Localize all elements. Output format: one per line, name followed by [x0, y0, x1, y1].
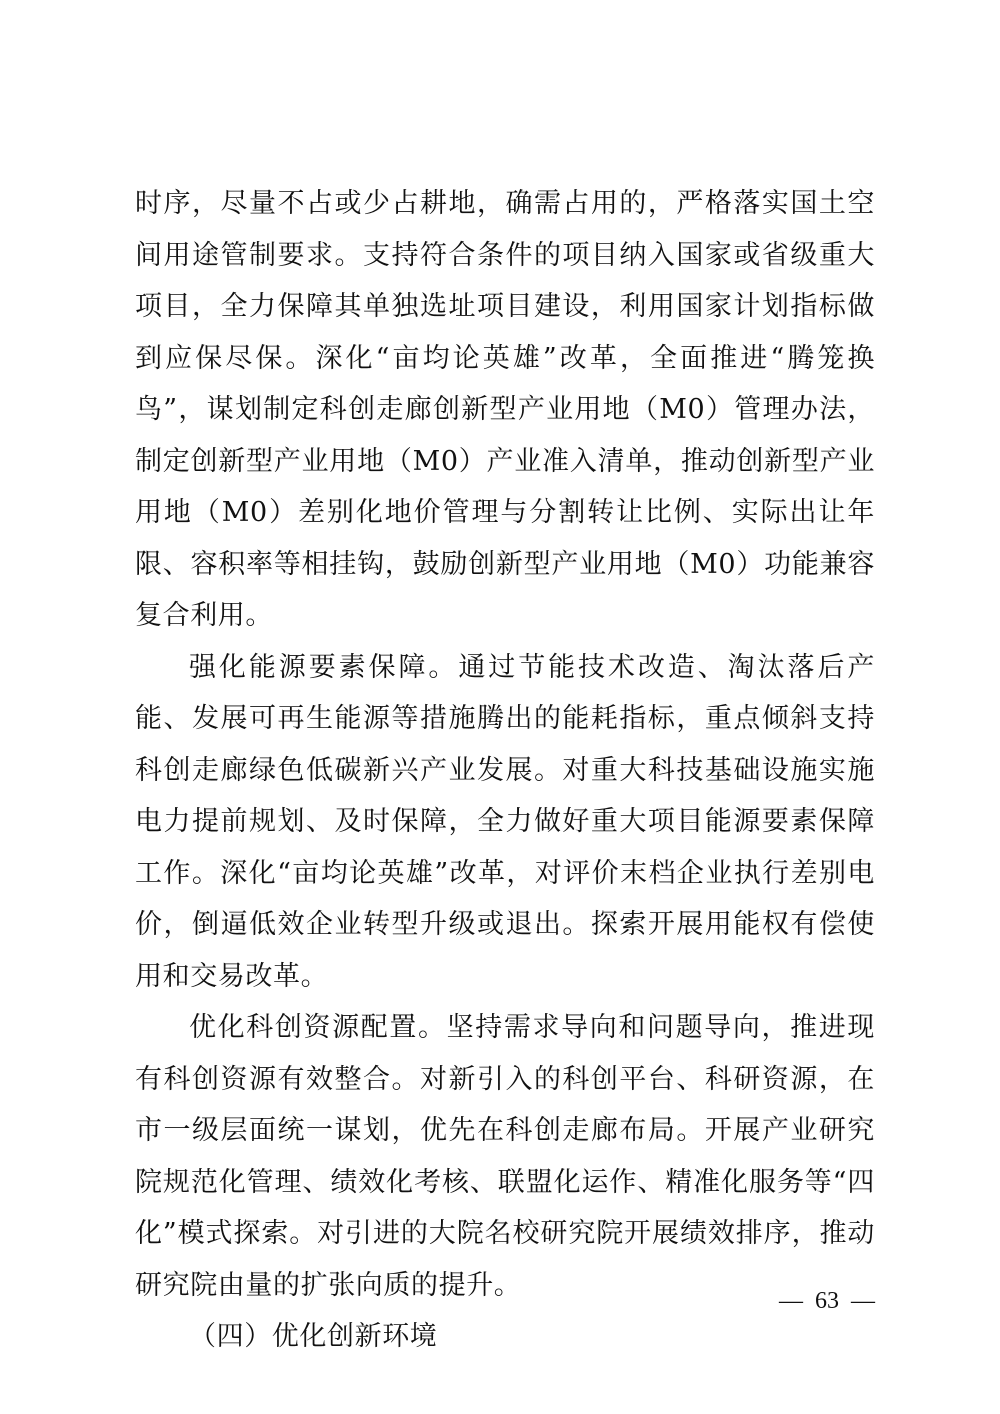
paragraph-energy-guarantee: 强化能源要素保障。通过节能技术改造、淘汰落后产能、发展可再生能源等措施腾出的能耗指标，重点倾斜支持科创走廊绿色低碳新兴产业发展。对重大科技基础设施实施电力提前规划、及时保障，全力做好重大项目能源要素保障工作。深化“亩均论英雄”改革，对评价末档企业执行差别电价，倒逼低效企业转型升级或退出。探索开展用能权有偿使用和交易改革。: [135, 651, 875, 992]
paragraph-resource-allocation: 优化科创资源配置。坚持需求导向和问题导向，推进现有科创资源有效整合。对新引入的科创平台、科研资源，在市一级层面统一谋划，优先在科创走廊布局。开展产业研究院规范化管理、绩效化考核、联盟化运作、精准化服务等“四化”模式探索。对引进的大院名校研究院开展绩效排序，推动研究院由量的扩张向质的提升。: [135, 1012, 875, 1301]
paragraph-land-use: 时序，尽量不占或少占耕地，确需占用的，严格落实国土空间用途管制要求。支持符合条件的项目纳入国家或省级重大项目，全力保障其单独选址项目建设，利用国家计划指标做到应保尽保。深化“亩均论英雄”改革，全面推进“腾笼换鸟”，谋划制定科创走廊创新型产业用地（M0）管理办法，制定创新型产业用地（M0）产业准入清单，推动创新型产业用地（M0）差别化地价管理与分割转让比例、实际出让年限、容积率等相挂钩，鼓励创新型产业用地（M0）功能兼容复合利用。: [135, 188, 875, 631]
section-heading: （四）优化创新环境: [189, 1321, 438, 1352]
page-number: — 63 —: [779, 1288, 875, 1314]
body-text: [135, 178, 875, 1363]
